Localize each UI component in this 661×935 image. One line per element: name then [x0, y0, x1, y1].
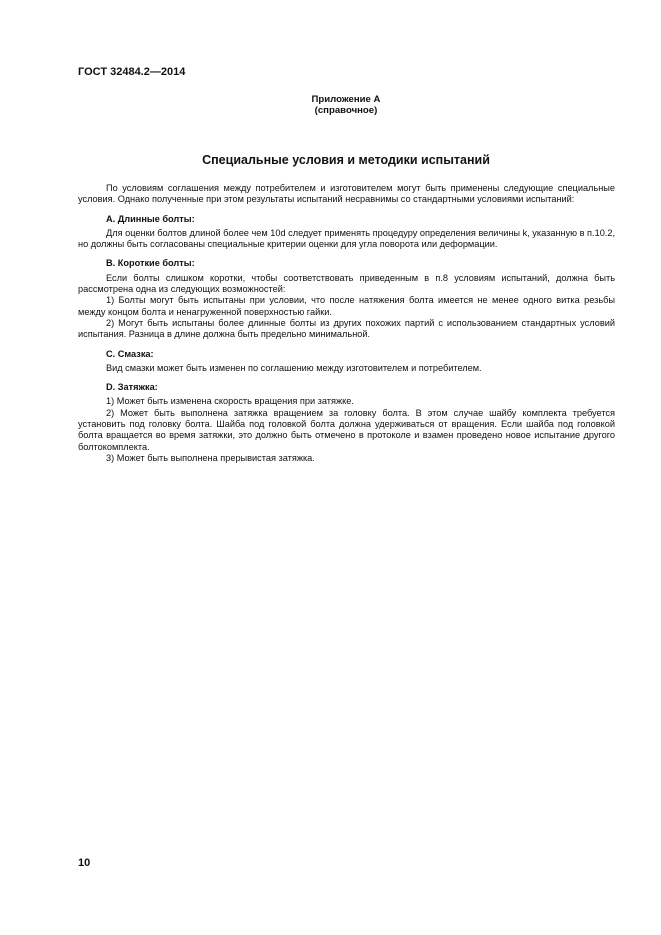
section-b-heading: В. Короткие болты: — [106, 258, 195, 269]
document-standard-header: ГОСТ 32484.2—2014 — [78, 66, 186, 78]
section-a-heading: А. Длинные болты: — [106, 213, 195, 224]
page-title: Специальные условия и методики испытаний — [202, 153, 490, 167]
appendix-heading — [0, 94, 661, 116]
appendix-kind: (справочное) — [314, 105, 378, 116]
section-b-paragraph-3: 2) Могут быть испытаны более длинные болты из других похожих партий с использованием стандартных условий испытания. Разница в длине должна быть предельно минимальной. — [78, 317, 615, 340]
section-b-paragraph-2: 1) Болты могут быть испытаны при условии, что после натяжения болта имеется не менее одного витка резьбы между концом болта и ненагруженной поверхностью гайки. — [78, 295, 615, 317]
appendix-label: Приложение А — [311, 94, 381, 105]
section-c-paragraph-1: Вид смазки может быть изменен по соглашению между изготовителем и потребителем. — [106, 362, 482, 373]
intro-paragraph: По условиям соглашения между потребителем и изготовителем могут быть применены следующие специальные условия. Однако полученные при этом результаты испытаний несравнимы со стандартными условиями испытаний: — [78, 183, 615, 205]
page-number: 10 — [78, 857, 91, 869]
section-d-heading: D. Затяжка: — [106, 382, 158, 393]
section-c-heading: С. Смазка: — [106, 348, 154, 359]
document-body — [78, 183, 615, 464]
section-d-paragraph-2: 2) Может быть выполнена затяжка вращением за головку болта. В этом случае шайбу комплекта требуется установить под головку болта. Шайба под головкой болта должна удерживаться от вращения. Если шайба под головкой болта вращается во время затяжки, это должно быть отмечено в протоколе и взамен проведено новое испытание другого болтокомплекта. — [78, 407, 615, 452]
section-a-paragraph-1: Для оценки болтов длиной более чем 10d следует применять процедуру определения величины k, указанную в п.10.2, но должны быть согласованы специальные критерии оценки для угла поворота или деформации. — [78, 227, 616, 250]
section-d-paragraph-3: 3) Может быть выполнена прерывистая затяжка. — [106, 452, 315, 463]
section-d-paragraph-1: 1) Может быть изменена скорость вращения при затяжке. — [106, 396, 354, 407]
section-b-paragraph-1: Если болты слишком коротки, чтобы соответствовать приведенным в п.8 условиям испытаний, должна быть рассмотрена одна из следующих возможностей: — [78, 272, 615, 295]
